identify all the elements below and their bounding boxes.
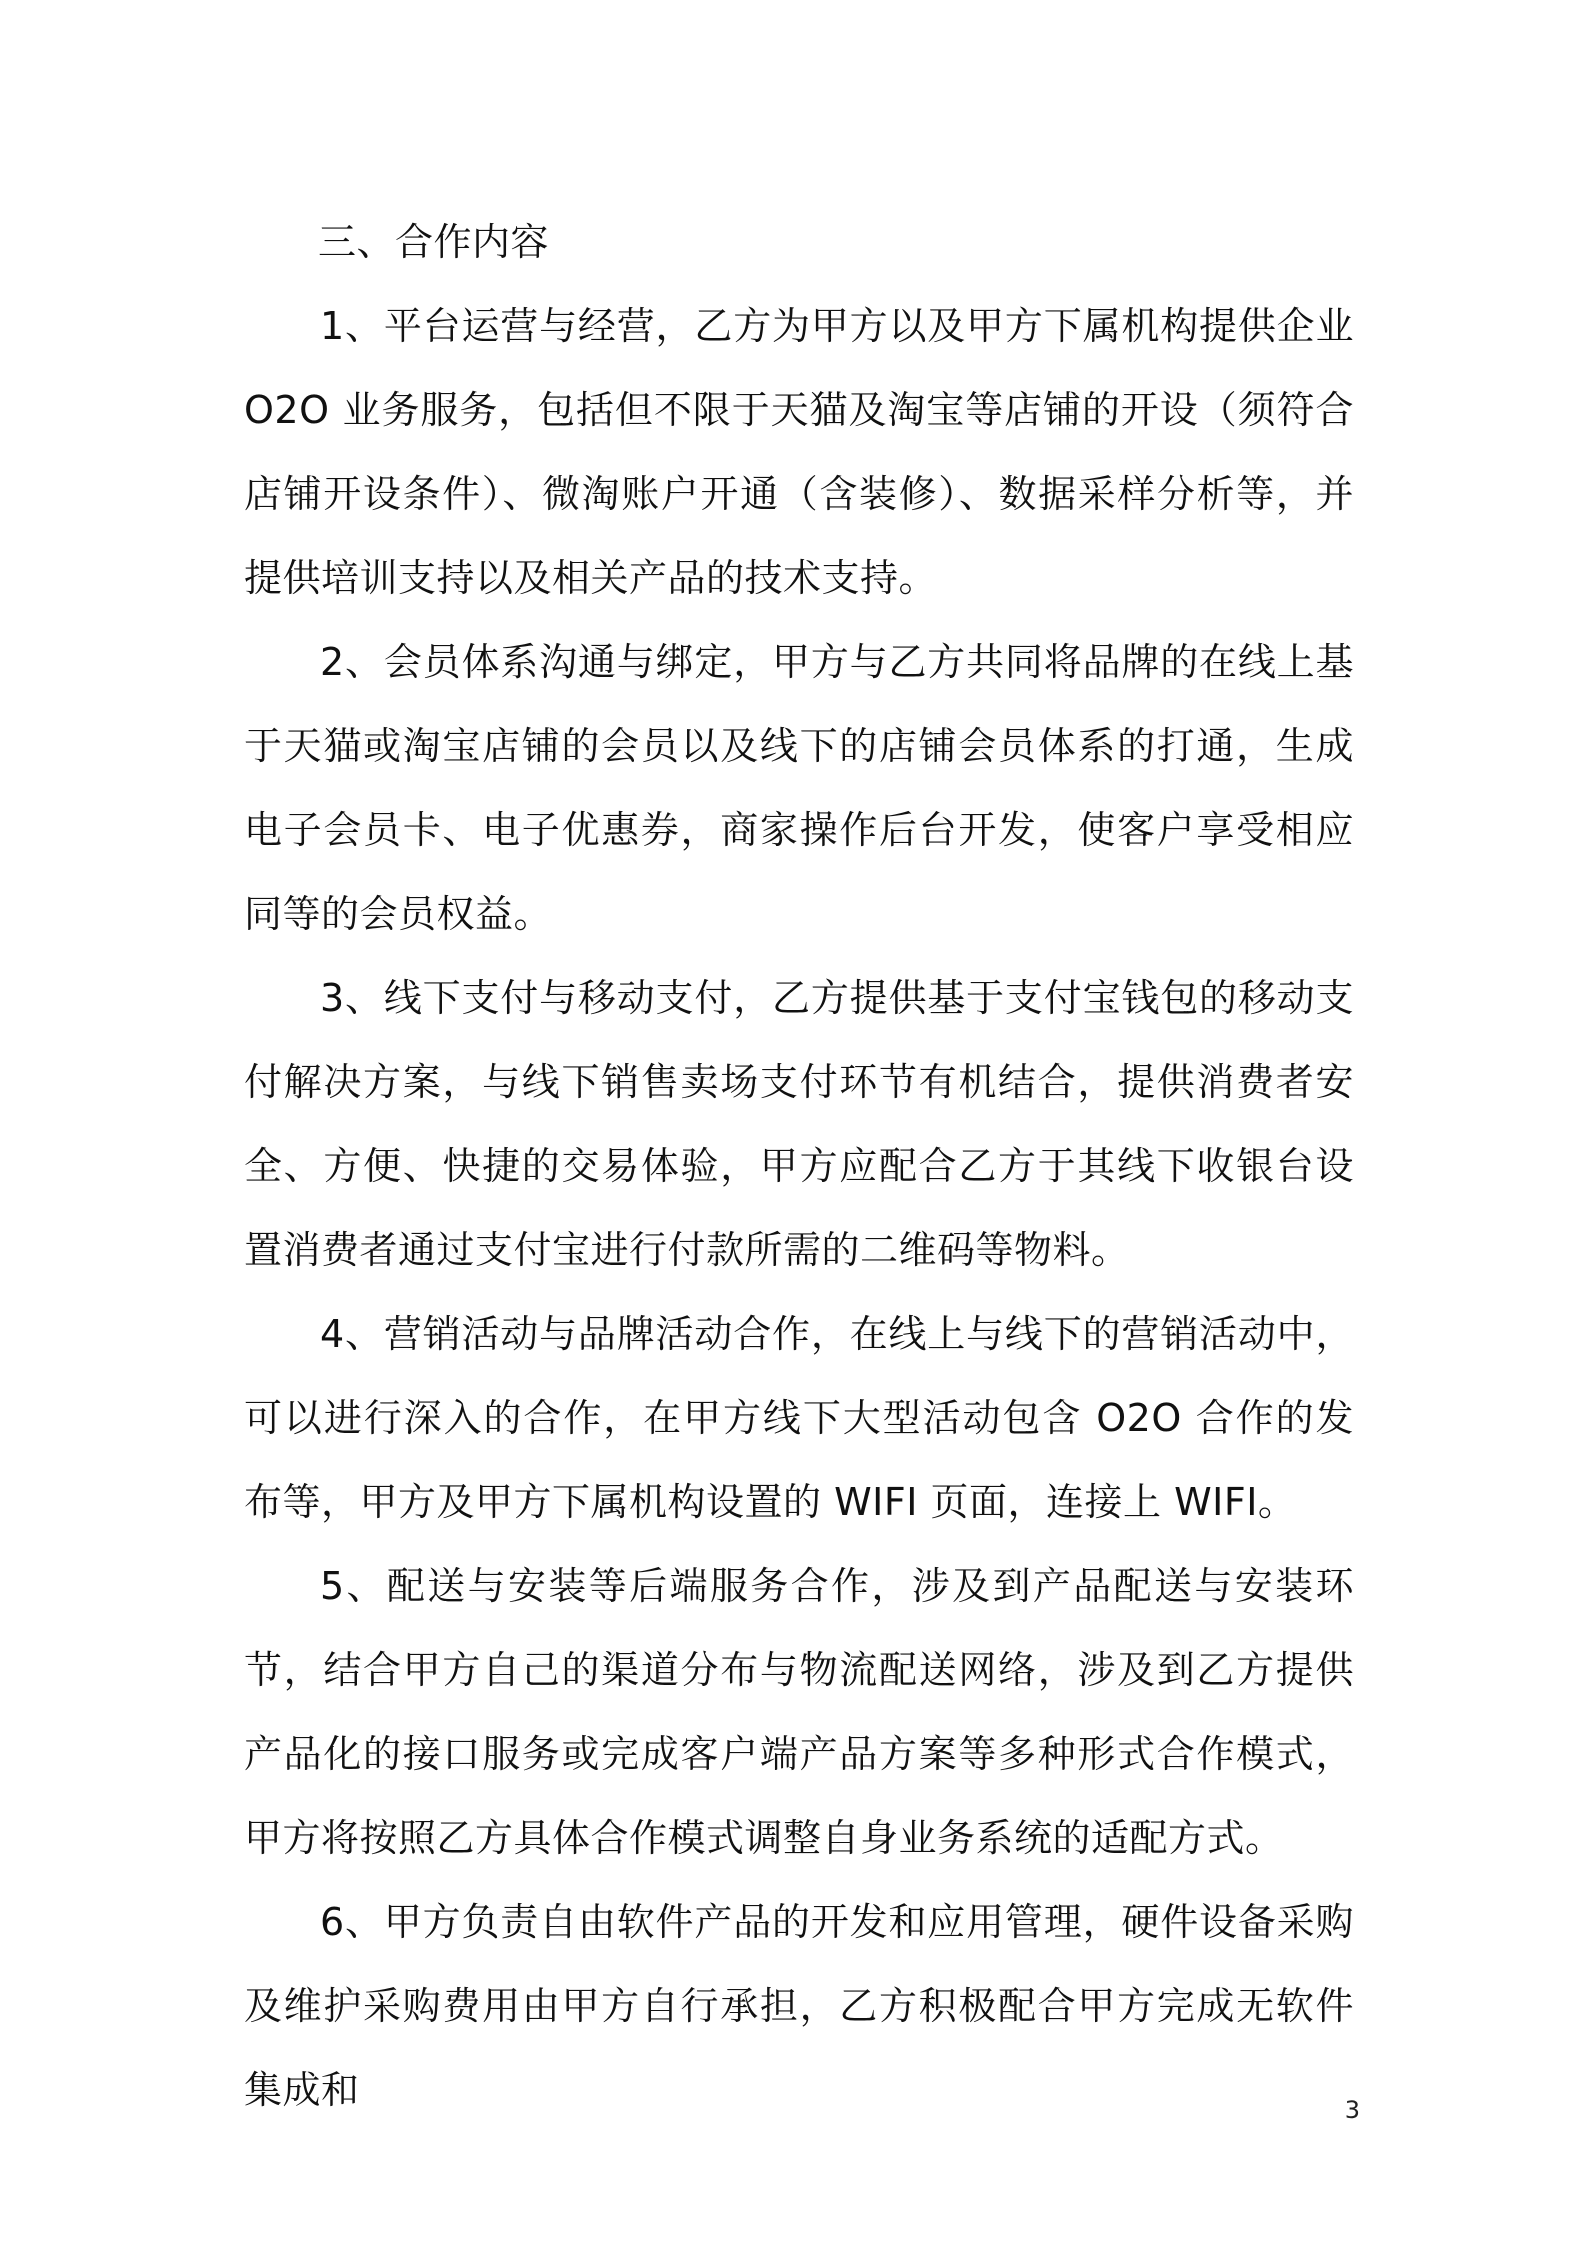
paragraph-5: 5、配送与安装等后端服务合作，涉及到产品配送与安装环节，结合甲方自己的渠道分布与物流配送网络，涉及到乙方提供产品化的接口服务或完成客户端产品方案等多种形式合作模式，甲方将按照乙方具体合作模式调整自身业务系统的适配方式。 [244,1564,1354,1860]
paragraph-3: 3、线下支付与移动支付，乙方提供基于支付宝钱包的移动支付解决方案，与线下销售卖场支付环节有机结合，提供消费者安全、方便、快捷的交易体验，甲方应配合乙方于其线下收银台设置消费者通过支付宝进行付款所需的二维码等物料。 [244,976,1354,1272]
paragraph-1: 1、平台运营与经营，乙方为甲方以及甲方下属机构提供企业 O2O 业务服务，包括但不限于天猫及淘宝等店铺的开设（须符合店铺开设条件）、微淘账户开通（含装修）、数据采样分析等，并提供培训支持以及相关产品的技术支持。 [244,304,1354,600]
page-number: 3 [1344,2096,1360,2124]
paragraph-6: 6、甲方负责自由软件产品的开发和应用管理，硬件设备采购及维护采购费用由甲方自行承担，乙方积极配合甲方完成无软件集成和 [244,1900,1354,2112]
paragraph-4: 4、营销活动与品牌活动合作，在线上与线下的营销活动中，可以进行深入的合作，在甲方线下大型活动包含 O2O 合作的发布等，甲方及甲方下属机构设置的 WIFI 页面，连接上 WIFI。 [244,1312,1354,1524]
paragraph-2: 2、会员体系沟通与绑定，甲方与乙方共同将品牌的在线上基于天猫或淘宝店铺的会员以及线下的店铺会员体系的打通，生成电子会员卡、电子优惠券，商家操作后台开发，使客户享受相应同等的会员权益。 [244,640,1354,936]
document-body [244,200,1354,2132]
section-heading: 三、合作内容 [318,220,550,264]
